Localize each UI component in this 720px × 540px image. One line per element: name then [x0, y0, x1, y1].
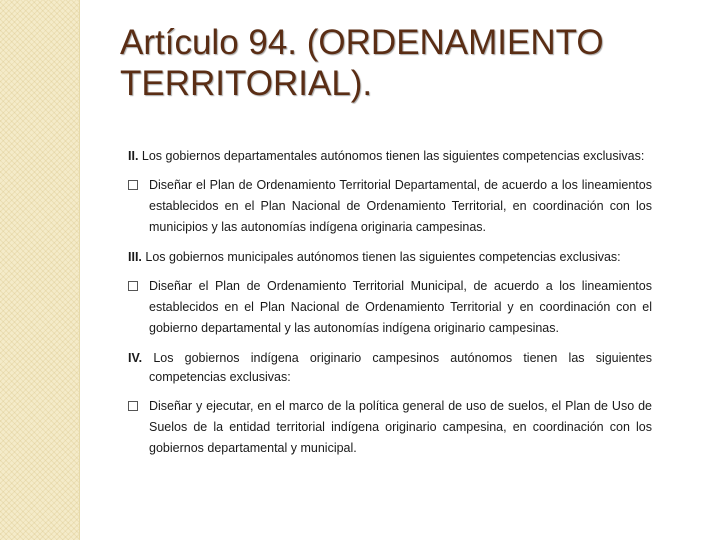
section-ii-numeral: II.	[128, 149, 139, 163]
section-iii-text: Los gobiernos municipales autónomos tienen las siguientes competencias exclusivas:	[145, 250, 621, 264]
section-ii-text: Los gobiernos departamentales autónomos tienen las siguientes competencias exclusivas:	[141, 149, 645, 163]
section-iv-paragraph	[128, 349, 652, 387]
square-bullet-icon	[128, 281, 138, 291]
section-iv-bullet	[128, 396, 652, 459]
section-iv-text: Los gobiernos indígena originario campesinos autónomos tienen las siguientes competencias exclusivas:	[149, 351, 652, 384]
section-ii-paragraph	[128, 147, 652, 166]
square-bullet-icon	[128, 180, 138, 190]
section-iii-paragraph	[128, 248, 652, 267]
decorative-side-band	[0, 0, 80, 540]
section-iv-bullet-text: Diseñar y ejecutar, en el marco de la política general de uso de suelos, el Plan de Uso de Suelos de la entidad territorial indígena originario campesina, en coordinación con los gobiernos departamental y municipal.	[149, 399, 652, 455]
section-iii-bullet-text: Diseñar el Plan de Ordenamiento Territorial Municipal, de acuerdo a los lineamientos establecidos en el Plan Nacional de Ordenamiento Territorial y en coordinación con el gobierno departamental y las autonomías indígena originario campesinas.	[149, 279, 652, 335]
section-iv-numeral: IV.	[128, 351, 143, 365]
section-iii-bullet	[128, 276, 652, 339]
slide-body	[128, 147, 652, 469]
slide-title: Artículo 94. (ORDENAMIENTO TERRITORIAL).	[120, 23, 604, 103]
section-ii-bullet	[128, 175, 652, 238]
section-ii-bullet-text: Diseñar el Plan de Ordenamiento Territorial Departamental, de acuerdo a los lineamientos establecidos en el Plan Nacional de Ordenamiento Territorial, en coordinación con los municipios y las autonomías indígena originaria campesinas.	[149, 178, 652, 234]
square-bullet-icon	[128, 401, 138, 411]
side-band-border	[79, 0, 80, 540]
section-iii-numeral: III.	[128, 250, 142, 264]
